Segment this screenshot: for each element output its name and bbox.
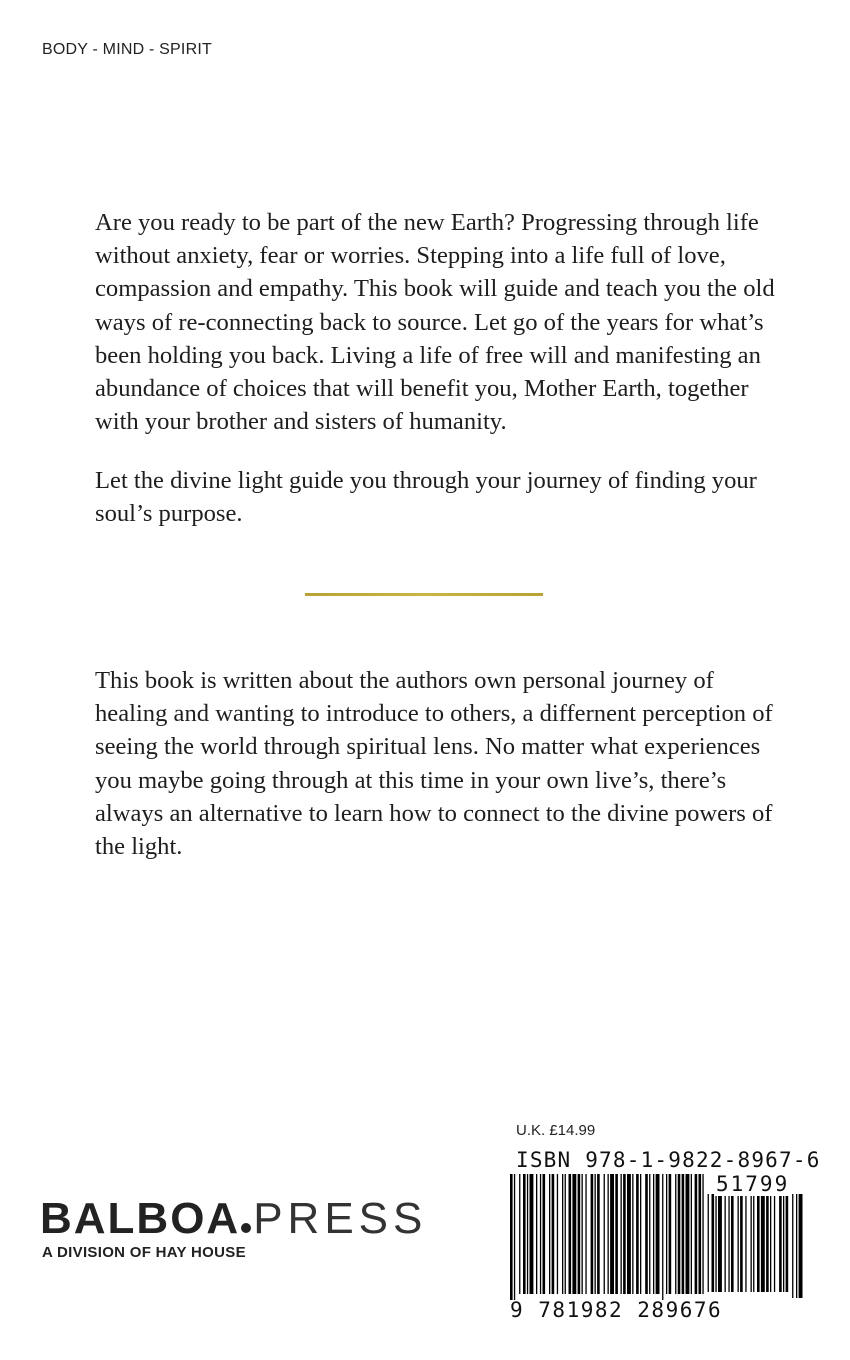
blurb-paragraph-3: This book is written about the authors own personal journey of healing and wanting to introduce to others, a differnent perception of seeing the world through spiritual lens. No matter what experiences you maybe going through at this time in your own live’s, there’s always an alternative to learn how to connect to the divine powers of the light. bbox=[95, 667, 773, 861]
barcode-bar bbox=[540, 1174, 541, 1294]
barcode-bar bbox=[536, 1174, 537, 1294]
gold-divider bbox=[305, 593, 543, 596]
barcode-bar bbox=[666, 1174, 667, 1294]
barcode-bar bbox=[751, 1194, 752, 1292]
barcode-bar bbox=[740, 1194, 743, 1292]
barcode-bar bbox=[678, 1174, 681, 1294]
barcode-bar bbox=[514, 1174, 515, 1300]
barcode-bar bbox=[738, 1194, 739, 1292]
barcode-bar bbox=[656, 1174, 660, 1294]
barcode-bar bbox=[783, 1194, 784, 1292]
barcode-bar bbox=[582, 1174, 583, 1294]
barcode-bar bbox=[519, 1174, 520, 1294]
barcode-bar bbox=[527, 1174, 528, 1294]
barcode-bar bbox=[695, 1174, 698, 1294]
barcode-bar bbox=[669, 1174, 672, 1294]
barcode-bar bbox=[623, 1174, 626, 1294]
barcode-bar bbox=[728, 1194, 729, 1292]
barcode-bar bbox=[662, 1174, 663, 1300]
barcode-bar bbox=[796, 1194, 797, 1298]
barcode-bar bbox=[510, 1174, 513, 1300]
publisher-name-bold: BALBOA bbox=[40, 1194, 241, 1243]
barcode-bar bbox=[699, 1174, 702, 1294]
barcode-bar bbox=[712, 1194, 715, 1292]
barcode-bar bbox=[562, 1174, 563, 1294]
barcode-bar bbox=[753, 1194, 754, 1292]
barcode-bar bbox=[595, 1174, 596, 1294]
barcode-bar bbox=[557, 1174, 558, 1294]
logo-dot bbox=[241, 1223, 251, 1233]
barcode-bar bbox=[632, 1174, 633, 1294]
barcode-bar bbox=[702, 1174, 703, 1294]
barcode-bar bbox=[731, 1194, 734, 1292]
barcode-bar bbox=[640, 1174, 641, 1294]
barcode-bar bbox=[591, 1174, 594, 1294]
barcode-bar bbox=[627, 1174, 631, 1294]
barcode-bar bbox=[621, 1174, 622, 1294]
barcode-bar bbox=[649, 1174, 650, 1294]
barcode-bar bbox=[799, 1194, 803, 1298]
barcode-bar bbox=[645, 1174, 648, 1294]
barcode-bar bbox=[774, 1194, 775, 1292]
barcode-bar bbox=[761, 1194, 765, 1292]
barcode-bar bbox=[552, 1174, 555, 1294]
barcode-bar bbox=[715, 1194, 716, 1292]
barcode-bar bbox=[569, 1174, 572, 1294]
barcode-bar bbox=[786, 1194, 789, 1292]
blurb-paragraph-2: Let the divine light guide you through your journey of finding your soul’s purpose. bbox=[95, 467, 757, 528]
category-label: BODY - MIND - SPIRIT bbox=[42, 41, 212, 58]
barcode-bar bbox=[585, 1174, 586, 1294]
barcode bbox=[506, 1172, 804, 1328]
barcode-bar bbox=[708, 1194, 709, 1292]
barcode-bar bbox=[718, 1194, 722, 1292]
barcode-bar bbox=[597, 1174, 600, 1294]
barcode-addon-digits: 51799 bbox=[716, 1172, 790, 1196]
barcode-bar bbox=[636, 1174, 639, 1294]
barcode-bar bbox=[725, 1194, 726, 1292]
barcode-bar bbox=[779, 1194, 782, 1292]
price-label: U.K. £14.99 bbox=[516, 1122, 596, 1139]
barcode-bar bbox=[682, 1174, 685, 1294]
barcode-bar bbox=[686, 1174, 690, 1294]
barcode-bar bbox=[675, 1174, 676, 1294]
barcode-bar bbox=[608, 1174, 609, 1294]
barcode-bar bbox=[549, 1174, 550, 1294]
barcode-ean-digits: 9 781982 289676 bbox=[510, 1298, 723, 1322]
blurb-paragraph-1: Are you ready to be part of the new Earth? Progressing through life without anxiety, fear or worries. Stepping into a life full of love, compassion and empathy. This book will guide and teach you the old ways of re-connecting back to source. Let go of the years for what’s been holding you back. Living a life of free will and manifesting an abundance of choices that will benefit you, Mother Earth, together with your brother and sisters of humanity. bbox=[95, 209, 775, 436]
barcode-bar bbox=[757, 1194, 760, 1292]
barcode-bar bbox=[792, 1194, 793, 1298]
barcode-bar bbox=[745, 1194, 746, 1292]
barcode-bar bbox=[615, 1174, 618, 1294]
barcode-bar bbox=[653, 1174, 654, 1294]
barcode-bar bbox=[770, 1194, 771, 1292]
barcode-bar bbox=[565, 1174, 566, 1294]
barcode-bar bbox=[523, 1174, 526, 1294]
publisher-wordmark bbox=[40, 1195, 427, 1243]
barcode-bar bbox=[572, 1174, 576, 1294]
publisher-name-light: PRESS bbox=[253, 1194, 428, 1243]
barcode-bar bbox=[578, 1174, 581, 1294]
publisher-tagline: A DIVISION OF HAY HOUSE bbox=[42, 1244, 246, 1261]
barcode-bar bbox=[691, 1174, 692, 1294]
isbn-label: ISBN 978-1-9822-8967-6 bbox=[516, 1148, 821, 1172]
barcode-bar bbox=[604, 1174, 605, 1294]
barcode-bar bbox=[610, 1174, 614, 1294]
barcode-bar bbox=[530, 1174, 534, 1294]
barcode-bar bbox=[766, 1194, 769, 1292]
barcode-bar bbox=[543, 1174, 546, 1294]
publisher-logo bbox=[40, 1195, 427, 1261]
